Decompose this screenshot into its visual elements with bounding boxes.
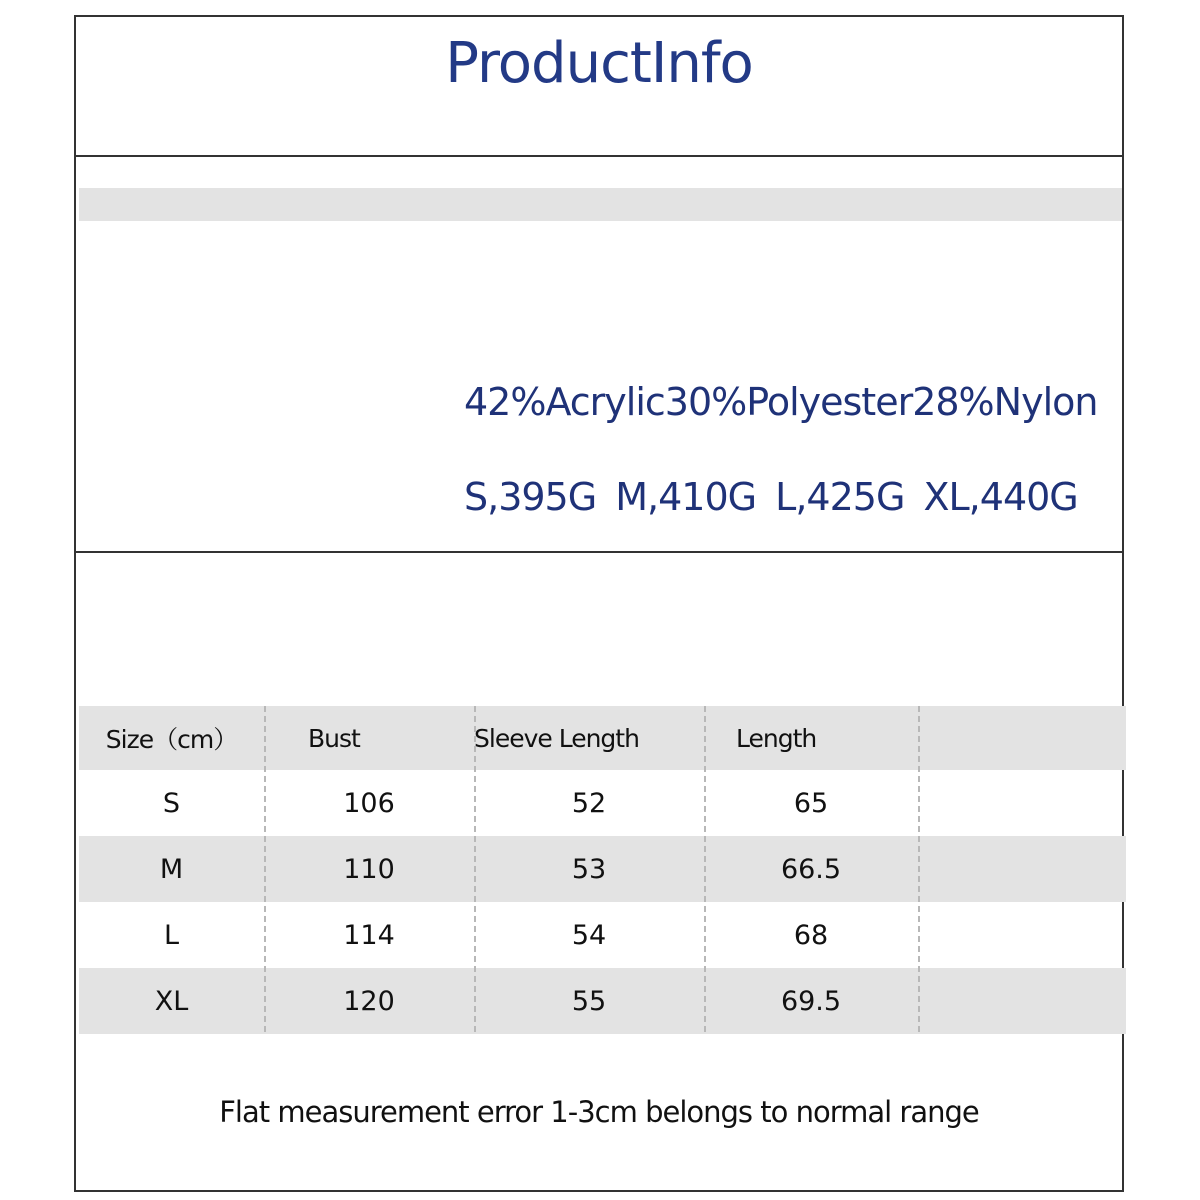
bust-cell: 120 [343, 985, 395, 1017]
sleeve-cell: 52 [571, 787, 607, 819]
sleeve-cell: 53 [571, 853, 607, 885]
sleeve-cell: 55 [571, 985, 607, 1017]
size-weights: S,395G M,410G L,425G XL,440G [464, 475, 1078, 519]
size-cell: M [159, 853, 184, 885]
size-cell: L [163, 919, 180, 951]
column-divider [704, 706, 706, 1032]
size-cell: XL [154, 985, 189, 1017]
section-divider [76, 551, 1122, 553]
table-row [79, 968, 1126, 1034]
column-divider [264, 706, 266, 1032]
length-cell: 65 [793, 787, 829, 819]
length-cell: 69.5 [780, 985, 842, 1017]
bust-cell: 110 [343, 853, 395, 885]
product-info-card [74, 15, 1124, 1192]
column-header-size: Size（cm） [105, 725, 238, 754]
column-header-bust: Bust [308, 723, 360, 753]
bust-cell: 114 [343, 919, 395, 951]
column-header-sleeve-length: Sleeve Length [474, 723, 639, 753]
size-table [79, 706, 1126, 1034]
measurement-note: Flat measurement error 1-3cm belongs to normal range [219, 1095, 979, 1129]
column-divider [918, 706, 920, 1032]
title-section [76, 17, 1122, 157]
page-title: ProductInfo [445, 31, 753, 96]
bust-cell: 106 [343, 787, 395, 819]
table-row [79, 770, 1126, 836]
material-composition: 42%Acrylic30%Polyester28%Nylon [464, 380, 1098, 424]
sleeve-cell: 54 [571, 919, 607, 951]
table-row [79, 902, 1126, 968]
decorative-band [79, 188, 1122, 221]
length-cell: 66.5 [780, 853, 842, 885]
table-header-row [79, 706, 1126, 770]
column-header-length: Length [736, 723, 817, 753]
table-row [79, 836, 1126, 902]
length-cell: 68 [793, 919, 829, 951]
column-divider [474, 706, 476, 1032]
size-cell: S [162, 787, 181, 819]
